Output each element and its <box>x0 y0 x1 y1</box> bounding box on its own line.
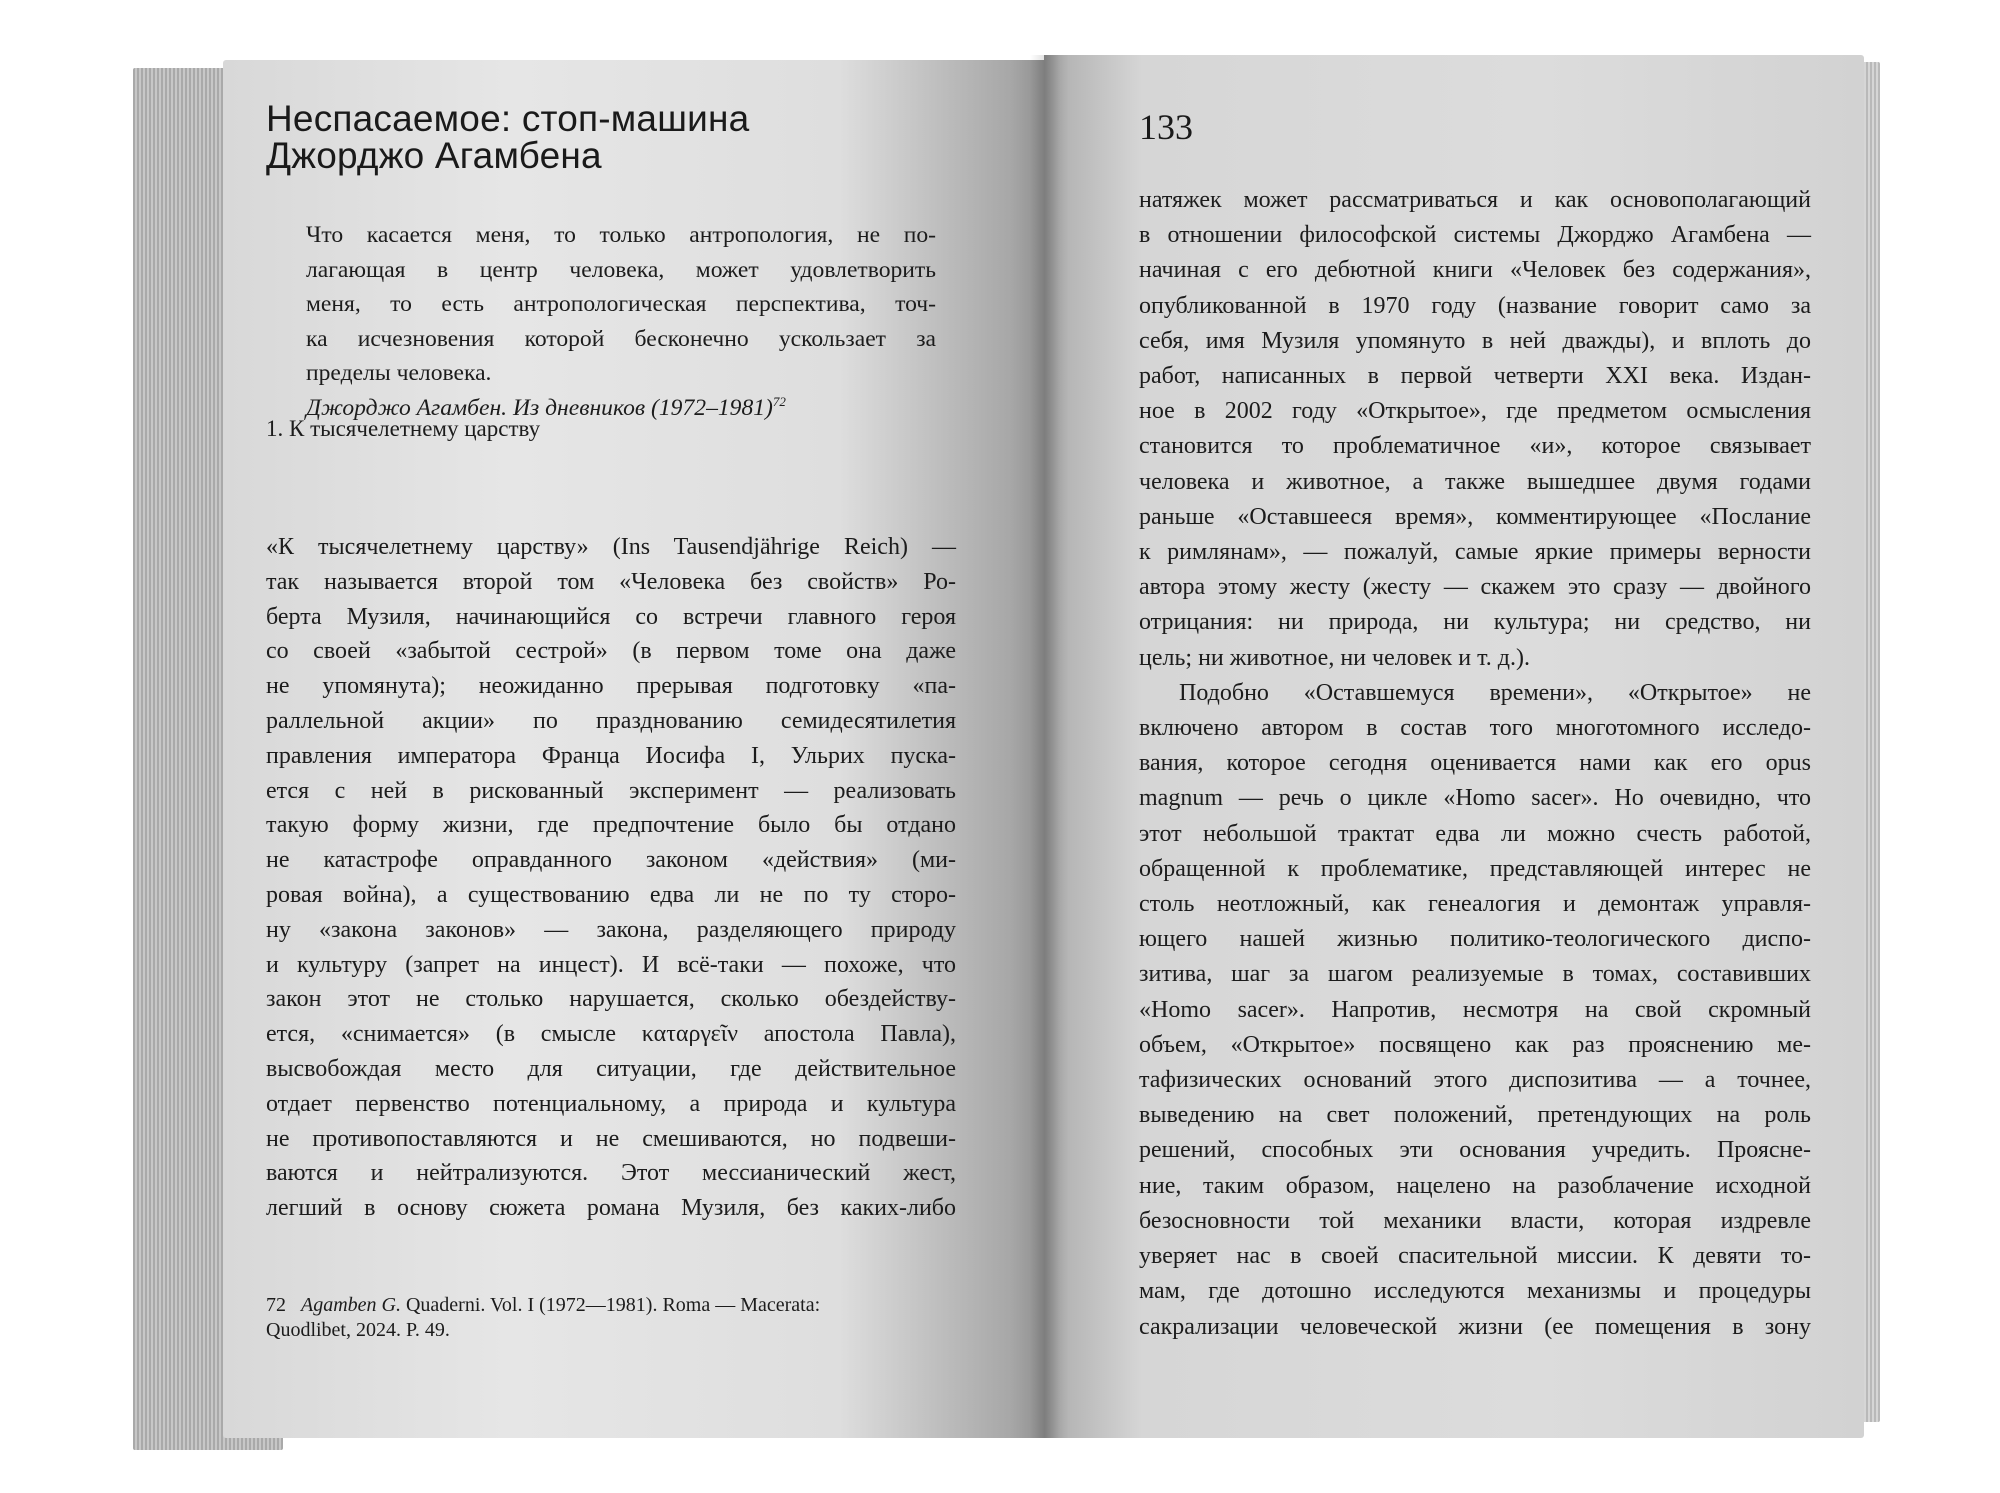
epigraph <box>306 218 936 425</box>
text-line: объем, «Открытое» посвящено как раз прояснению ме- <box>1139 1031 1811 1058</box>
text-line: автора этому жесту (жесту — скажем это сразу — двойного <box>1139 574 1811 601</box>
text-line: безосновности той механики власти, которая издревле <box>1139 1207 1811 1234</box>
section-heading: 1. К тысячелетнему царству <box>266 416 541 441</box>
right-page <box>1044 55 1864 1438</box>
text-line: в отношении философской системы Джорджо Агамбена — <box>1139 222 1811 249</box>
text-line: тафизических оснований этого диспозитива — а точнее, <box>1139 1067 1811 1094</box>
epigraph-source-text: Джорджо Агамбен. Из дневников (1972–1981) <box>306 394 773 421</box>
text-line: ется, «снимается» (в смысле καταργεῖν апостола Павла), <box>266 1021 956 1048</box>
text-line: и культуру (запрет на инцест). И всё-таки — похоже, что <box>266 951 956 978</box>
text-line: ное в 2002 году «Открытое», где предметом осмысления <box>1139 398 1811 425</box>
running-title <box>266 100 986 174</box>
text-line: решений, способных эти основания учредить. Проясне- <box>1139 1137 1811 1164</box>
right-body-text <box>1139 183 1811 1345</box>
running-title-line: Неспасаемое: стоп-машина <box>266 98 750 139</box>
text-line: отдает первенство потенциальному, а природа и культура <box>266 1090 956 1117</box>
epigraph-line: ка исчезновения которой бесконечно ускользает за <box>306 325 936 352</box>
epigraph-line: пределы человека. <box>306 360 492 386</box>
text-line: этот небольшой трактат едва ли можно счесть работой, <box>1139 820 1811 847</box>
text-line: вания, которое сегодня оценивается нами как его opus <box>1139 750 1811 777</box>
running-title-line: Джорджо Агамбена <box>266 135 602 176</box>
text-line: обращенной к проблематике, представляющей интерес не <box>1139 855 1811 882</box>
text-line: к римлянам», — пожалуй, самые яркие примеры верности <box>1139 539 1811 566</box>
text-line: включено автором в состав того многотомного исследо- <box>1139 715 1811 742</box>
page-number: 133 <box>1139 107 1193 147</box>
footnote-author: Agamben G. <box>301 1294 401 1316</box>
text-line: Подобно «Оставшемуся времени», «Открытое» не <box>1179 679 1811 706</box>
text-line: «Homo sacer». Напротив, несмотря на свой скромный <box>1139 996 1811 1023</box>
footnote-line: Quodlibet, 2024. P. 49. <box>266 1319 450 1341</box>
text-line: раньше «Оставшееся время», комментирующее «Послание <box>1139 503 1811 530</box>
text-line: правления императора Франца Иосифа I, Ульрих пуска- <box>266 742 956 769</box>
text-line: мам, где дотошно исследуются механизмы и процедуры <box>1139 1278 1811 1305</box>
text-line: берта Музиля, начинающийся со встречи главного героя <box>266 603 956 630</box>
text-line: ется с ней в рискованный эксперимент — реализовать <box>266 777 956 804</box>
text-line: человека и животное, а также вышедшее двумя годами <box>1139 468 1811 495</box>
text-line: отрицания: ни природа, ни культура; ни средство, ни <box>1139 609 1811 636</box>
text-line: раллельной акции» по празднованию семидесятилетия <box>266 707 956 734</box>
epigraph-line: Что касается меня, то только антропология, не по- <box>306 222 936 248</box>
text-line: не катастрофе оправданного законом «действия» (ми- <box>266 847 956 874</box>
text-line: выведению на свет положений, претендующих на роль <box>1139 1102 1811 1129</box>
text-line: цель; ни животное, ни человек и т. д.). <box>1139 644 1530 671</box>
footnote-number: 72 <box>266 1294 286 1316</box>
text-line: magnum — речь о цикле «Homo sacer». Но очевидно, что <box>1139 785 1811 812</box>
text-line: ние, таким образом, нацелено на разоблачение исходной <box>1139 1172 1811 1199</box>
text-line: начиная с его дебютной книги «Человек без содержания», <box>1139 257 1811 284</box>
text-line: опубликованной в 1970 году (название говорит само за <box>1139 292 1811 319</box>
text-line: ваются и нейтрализуются. Этот мессианический жест, <box>266 1160 956 1187</box>
book-gutter <box>1030 55 1060 1438</box>
text-line: со своей «забытой сестрой» (в первом томе она даже <box>266 638 956 665</box>
text-line: ну «закона законов» — закона, разделяющего природу <box>266 916 956 943</box>
text-line: «К тысячелетнему царству» (Ins Tausendjährige Reich) — <box>266 534 956 560</box>
footnote <box>266 1293 956 1343</box>
text-line: ровая война), а существованию едва ли не по ту сторо- <box>266 881 956 908</box>
footnote-line <box>266 1293 956 1318</box>
text-line: высвобождая место для ситуации, где действительное <box>266 1055 956 1082</box>
text-line: зитива, шаг за шагом реализуемые в томах, составивших <box>1139 961 1811 988</box>
epigraph-line: меня, то есть антропологическая перспектива, точ- <box>306 291 936 317</box>
text-line: столь неотложный, как генеалогия и демонтаж управля- <box>1139 891 1811 918</box>
text-line: становится то проблематичное «и», которое связывает <box>1139 433 1811 460</box>
left-page <box>223 60 1044 1438</box>
footnote-citation: Quaderni. Vol. I (1972—1981). Roma — Macerata: <box>400 1294 821 1316</box>
text-line: легший в основу сюжета романа Музиля, без каких-либо <box>266 1195 956 1222</box>
text-line: закон этот не столько нарушается, сколько обездейству- <box>266 986 956 1013</box>
text-line: не противопоставляются и не смешиваются, но подвеши- <box>266 1125 956 1152</box>
text-line: работ, написанных в первой четверти XXI века. Издан- <box>1139 363 1811 390</box>
text-line: так называется второй том «Человека без свойств» Ро- <box>266 568 956 595</box>
text-line: себя, имя Музиля упомянуто в ней дважды), и вплоть до <box>1139 327 1811 354</box>
text-line: ющего нашей жизнью политико-теологического диспо- <box>1139 926 1811 953</box>
text-line: такую форму жизни, где предпочтение было бы отдано <box>266 812 956 839</box>
left-body-text <box>266 530 956 1226</box>
footnote-reference[interactable]: 72 <box>772 393 786 409</box>
text-line: натяжек может рассматриваться и как основополагающий <box>1139 187 1811 213</box>
text-line: сакрализации человеческой жизни (ее помещения в зону <box>1139 1313 1811 1340</box>
text-line: не упомянута); неожиданно прерывая подготовку «па- <box>266 673 956 700</box>
epigraph-line: лагающая в центр человека, может удовлетворить <box>306 256 936 283</box>
text-line: уверяет нас в своей спасительной миссии. К девяти то- <box>1139 1243 1811 1270</box>
